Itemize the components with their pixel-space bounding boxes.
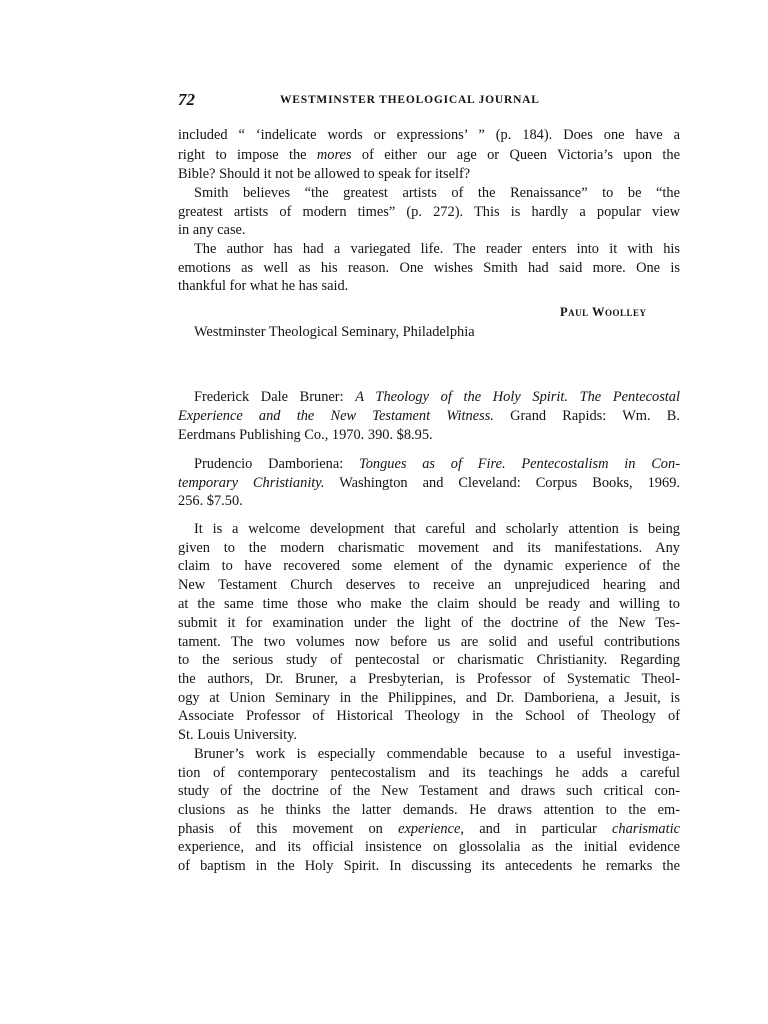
text-line: study of the doctrine of the New Testament and draws such critical con- (178, 783, 680, 799)
book-publisher: Grand Rapids: Wm. B. (510, 408, 680, 424)
text-line: at the same time those who make the claim should be ready and willing to (178, 596, 680, 612)
text-line: Associate Professor of Historical Theology in the School of Theology of (178, 708, 680, 724)
text-line: St. Louis University. (178, 727, 297, 743)
text-line: to the serious study of pentecostal or charismatic Christianity. Regarding (178, 652, 680, 668)
text-line: ogy at Union Seminary in the Philippines, and Dr. Damboriena, a Jesuit, is (178, 690, 680, 706)
text-line: submit it for examination under the light of the doctrine of the New Tes- (178, 615, 680, 631)
text-line: right to impose the mores of either our age or Queen Victoria’s upon the (178, 147, 680, 163)
text-line: emotions as well as his reason. One wishes Smith had said more. One is (178, 260, 680, 276)
book-citation-line (178, 407, 680, 425)
text-line: tion of contemporary pentecostalism and its teachings he adds a careful (178, 765, 680, 781)
text-line: tament. The two volumes now before us are solid and useful contributions (178, 634, 680, 650)
text-line: experience, and its official insistence on glossolalia as the initial evidence (178, 839, 680, 855)
book-citation-line (178, 474, 680, 492)
journal-title: WESTMINSTER THEOLOGICAL JOURNAL (280, 94, 540, 106)
book-author: Prudencio Damboriena: (194, 456, 344, 472)
book-title: Tongues as of Fire. Pentecostalism in Con- (359, 456, 680, 472)
text-line: of baptism in the Holy Spirit. In discussing its antecedents he remarks the (178, 858, 680, 874)
text-line: thankful for what he has said. (178, 278, 349, 294)
text-line: The author has had a variegated life. The reader enters into it with his (194, 241, 680, 257)
book-citation-line (194, 455, 680, 473)
text-line: greatest artists of modern times” (p. 272). This is hardly a popular view (178, 204, 680, 220)
reviewer-affiliation: Westminster Theological Seminary, Philadelphia (194, 324, 475, 340)
book-citation-line (194, 388, 680, 406)
emphasis: charismatic (612, 821, 680, 837)
book-citation-line: Eerdmans Publishing Co., 1970. 390. $8.95. (178, 427, 433, 443)
book-publisher: Washington and Cleveland: Corpus Books, 1969. (339, 475, 680, 491)
page-number: 72 (178, 90, 195, 109)
text-line: It is a welcome development that careful and scholarly attention is being (194, 521, 680, 537)
text-line: Bible? Should it not be allowed to speak for itself? (178, 166, 471, 182)
text-line: included “ ‘indelicate words or expressions’ ” (p. 184). Does one have a (178, 127, 680, 143)
reviewer-signature: Paul Woolley (560, 305, 647, 319)
book-citation-line: 256. $7.50. (178, 493, 243, 509)
emphasis: experience, (398, 821, 464, 837)
running-head (178, 90, 680, 114)
text-line: claim to have recovered some element of the dynamic experience of the (178, 558, 680, 574)
book-author: Frederick Dale Bruner: (194, 389, 344, 405)
text-line: in any case. (178, 222, 246, 238)
book-title: temporary Christianity. (178, 475, 325, 491)
text-line: given to the modern charismatic movement and its manifestations. Any (178, 540, 680, 556)
emphasis: mores (316, 147, 352, 163)
text-line: the authors, Dr. Bruner, a Presbyterian, is Professor of Systematic Theol- (178, 671, 680, 687)
text-line: Smith believes “the greatest artists of the Renaissance” to be “the (194, 185, 680, 201)
text-line: New Testament Church deserves to receive an unprejudiced hearing and (178, 577, 680, 593)
text-line: clusions as he thinks the latter demands. He draws attention to the em- (178, 802, 680, 818)
text-line: phasis of this movement on experience, and in particular charismatic (178, 821, 680, 837)
text-line: Bruner’s work is especially commendable because to a useful investiga- (194, 746, 680, 762)
book-title: A Theology of the Holy Spirit. The Pentecostal (355, 389, 680, 405)
book-title: Experience and the New Testament Witness. (178, 408, 494, 424)
